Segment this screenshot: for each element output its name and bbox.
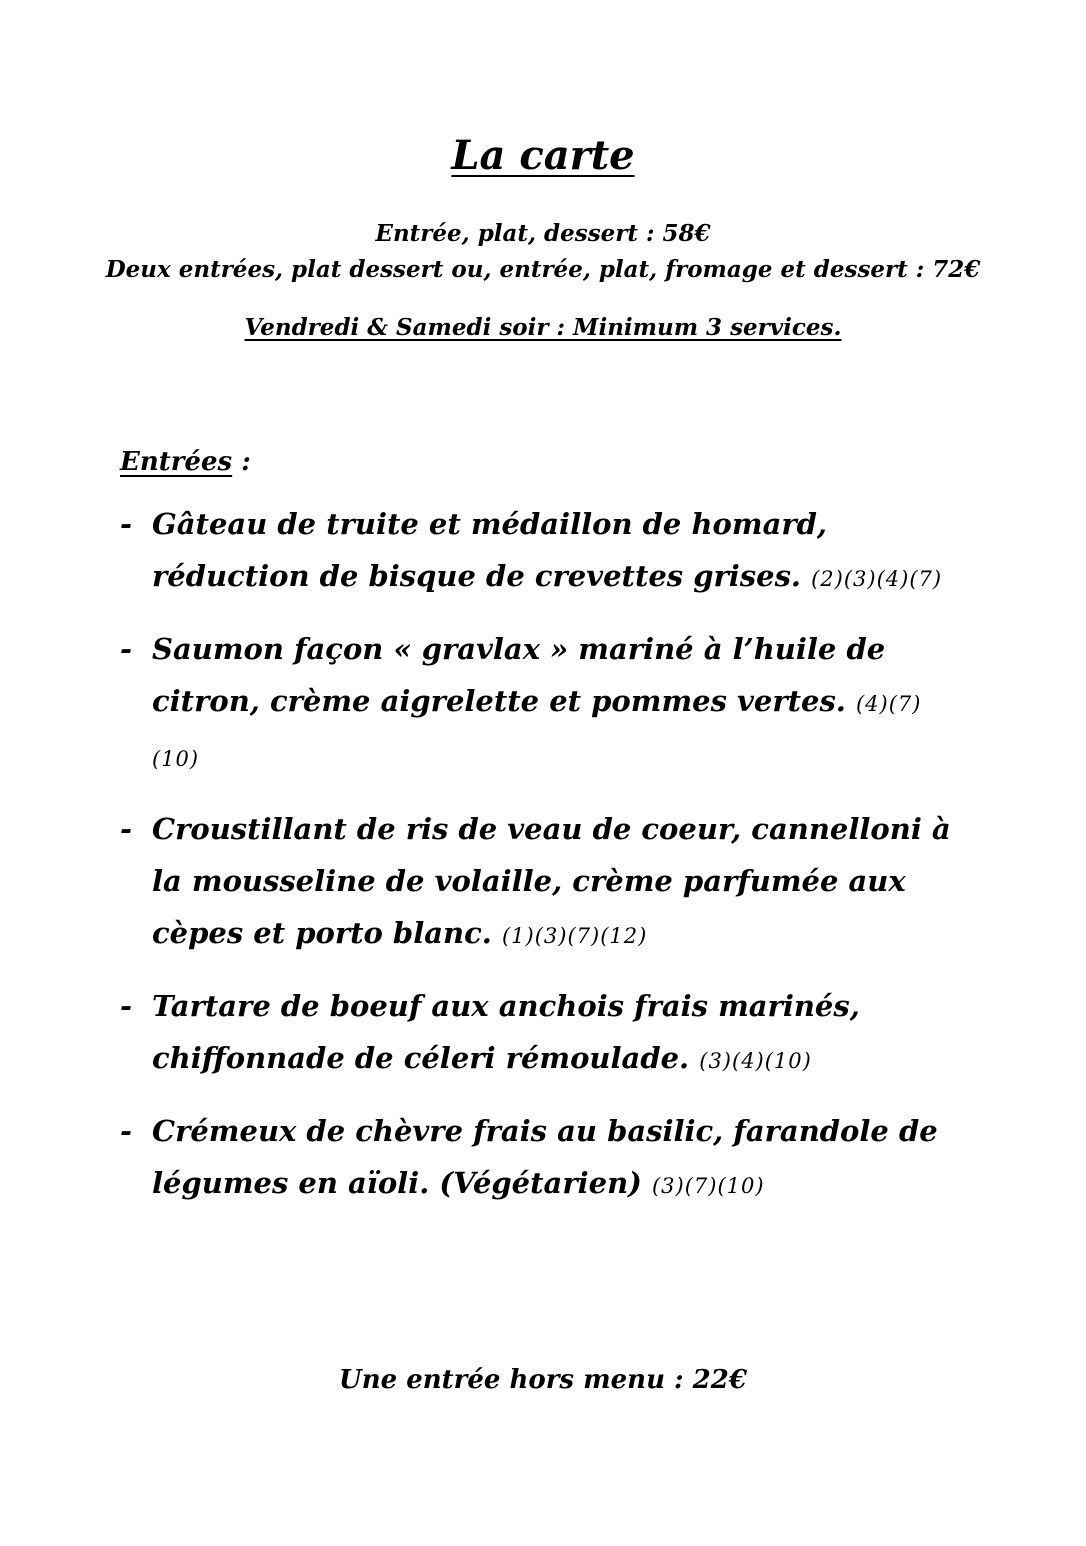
section-heading [120, 442, 251, 482]
dish-description: Gâteau de truite et médaillon de homard, réduction de bisque de crevettes grises. [152, 507, 828, 593]
dish-description: Crémeux de chèvre frais au basilic, farandole de légumes en aïoli. (Végétarien) [152, 1114, 938, 1200]
dish-item [118, 1105, 968, 1212]
pricing-line-three-courses: Entrée, plat, dessert : 58€ [375, 220, 711, 247]
section-heading-label: Entrées [120, 447, 233, 477]
list-dash: - [120, 812, 133, 846]
list-dash: - [120, 989, 133, 1023]
weekend-notice [0, 310, 1086, 346]
allergen-codes: (2)(3)(4)(7) [811, 567, 943, 591]
allergen-codes: (3)(4)(10) [699, 1049, 812, 1073]
dish-item [118, 803, 968, 962]
dish-item [118, 623, 968, 785]
list-dash: - [120, 1114, 133, 1148]
section-heading-colon: : [232, 447, 251, 477]
a-la-carte-price: Une entrée hors menu : 22€ [339, 1365, 747, 1395]
allergen-codes: (4)(7)(10) [152, 692, 922, 771]
dish-description: Saumon façon « gravlax » mariné à l’huile de citron, crème aigrelette et pommes vertes. [152, 632, 886, 718]
dish-description: Croustillant de ris de veau de coeur, cannelloni à la mousseline de volaille, crème parfumée aux cèpes et porto blanc. [152, 812, 951, 950]
page-title: La carte [451, 132, 635, 179]
pricing-block [0, 216, 1086, 288]
dish-list [118, 498, 968, 1230]
list-dash: - [120, 507, 133, 541]
dish-item [118, 498, 968, 605]
allergen-codes: (1)(3)(7)(12) [501, 924, 648, 948]
allergen-codes: (3)(7)(10) [651, 1174, 765, 1198]
list-dash: - [120, 632, 133, 666]
dish-description: Tartare de boeuf aux anchois frais marinés, chiffonnade de céleri rémoulade. [152, 989, 860, 1075]
dish-item [118, 980, 968, 1087]
pricing-line-four-courses: Deux entrées, plat dessert ou, entrée, plat, fromage et dessert : 72€ [105, 256, 981, 283]
weekend-notice-text: Vendredi & Samedi soir : Minimum 3 services. [244, 314, 842, 341]
